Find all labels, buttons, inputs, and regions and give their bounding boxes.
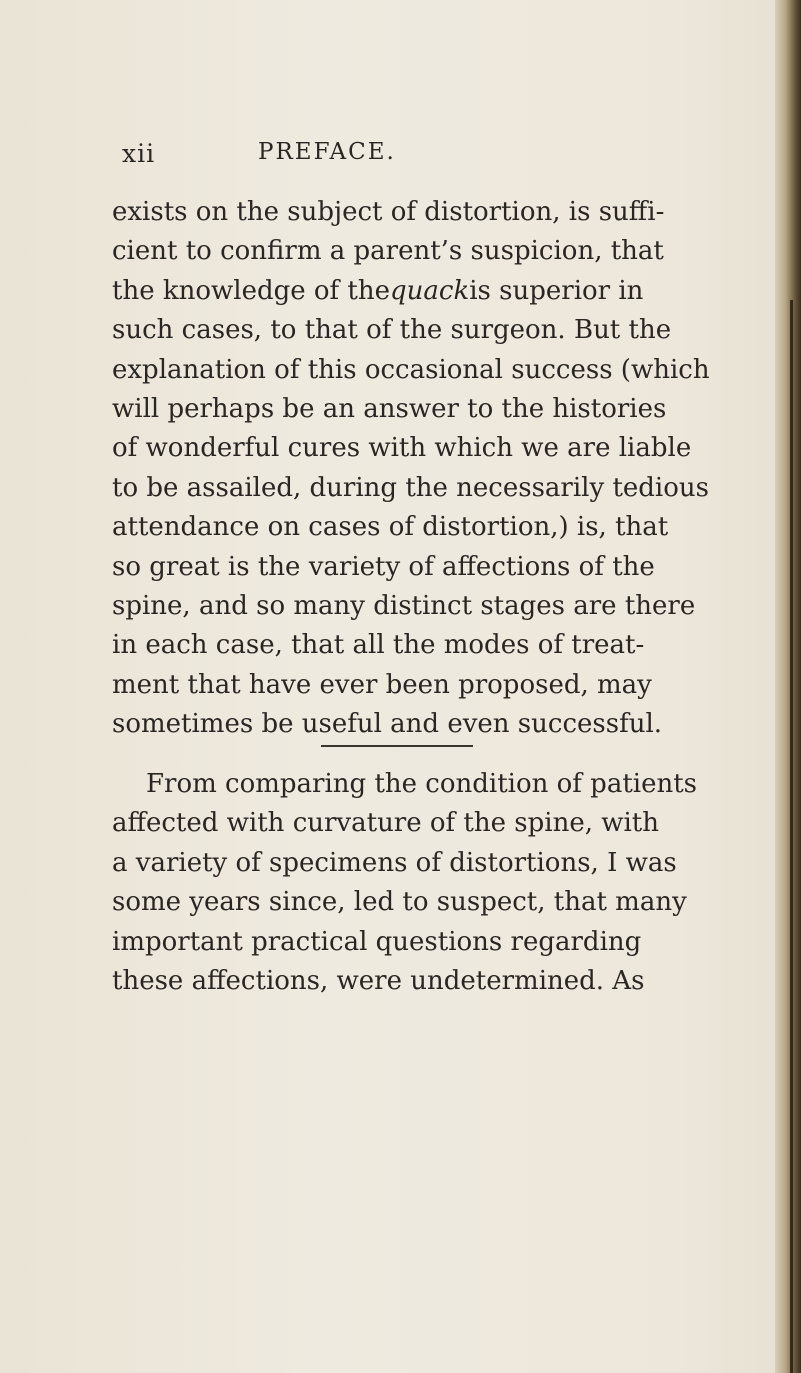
line-text: to be assailed, during the necessarily tedious xyxy=(112,472,709,503)
text-line xyxy=(112,469,709,508)
line-text: in each case, that all the modes of treat- xyxy=(112,630,645,661)
text-line xyxy=(112,923,682,962)
text-line xyxy=(112,626,682,665)
line-text: of wonderful cures with which we are liable xyxy=(112,433,692,464)
text-line xyxy=(112,705,682,744)
line-text: a variety of specimens of distortions, I was xyxy=(112,847,677,878)
text-line xyxy=(112,272,682,311)
line-text: cient to confirm a parent’s suspicion, that xyxy=(112,236,664,267)
text-line xyxy=(112,508,682,547)
text-line xyxy=(112,429,692,468)
line-text: spine, and so many distinct stages are there xyxy=(112,591,696,622)
line-text: exists on the subject of distortion, is suffi- xyxy=(112,197,665,227)
text-line xyxy=(112,844,682,883)
text-line xyxy=(112,587,696,626)
line-text-part: is superior in xyxy=(469,275,644,306)
paragraph-2 xyxy=(112,765,698,1001)
page-edge-shadow xyxy=(775,0,801,1373)
line-text: so great is the variety of affections of the xyxy=(112,551,655,582)
line-text xyxy=(112,272,643,311)
running-head: PREFACE. xyxy=(258,139,396,165)
line-text: affected with curvature of the spine, with xyxy=(112,808,660,839)
text-line xyxy=(112,548,682,587)
line-text: explanation of this occasional success (which xyxy=(112,354,710,385)
text-line xyxy=(112,311,682,350)
line-text-part: the knowledge of the xyxy=(112,275,391,306)
emphasis-quack: quack xyxy=(390,275,470,306)
page-header xyxy=(0,128,801,168)
binding-line xyxy=(790,300,793,1373)
text-line xyxy=(112,351,710,390)
line-text: will perhaps be an answer to the histories xyxy=(112,394,667,425)
text-line xyxy=(112,390,682,429)
line-text: such cases, to that of the surgeon. But the xyxy=(112,315,672,346)
text-line xyxy=(112,666,682,705)
page-number: xii xyxy=(122,139,156,168)
line-text: important practical questions regarding xyxy=(112,926,642,957)
paragraph-1 xyxy=(112,193,710,745)
line-text: some years since, led to suspect, that many xyxy=(112,887,687,918)
text-line xyxy=(112,193,682,232)
text-line xyxy=(112,232,682,271)
text-line xyxy=(112,883,687,922)
text-line xyxy=(112,962,682,1001)
line-text: From comparing the condition of patients xyxy=(146,769,698,799)
line-text: sometimes be useful and even successful. xyxy=(112,709,663,740)
line-text: attendance on cases of distortion,) is, that xyxy=(112,512,669,543)
section-divider xyxy=(321,745,473,747)
text-line xyxy=(112,804,682,843)
line-text: ment that have ever been proposed, may xyxy=(112,669,652,700)
line-text: these affections, were undetermined. As xyxy=(112,966,645,997)
text-line xyxy=(112,765,698,804)
